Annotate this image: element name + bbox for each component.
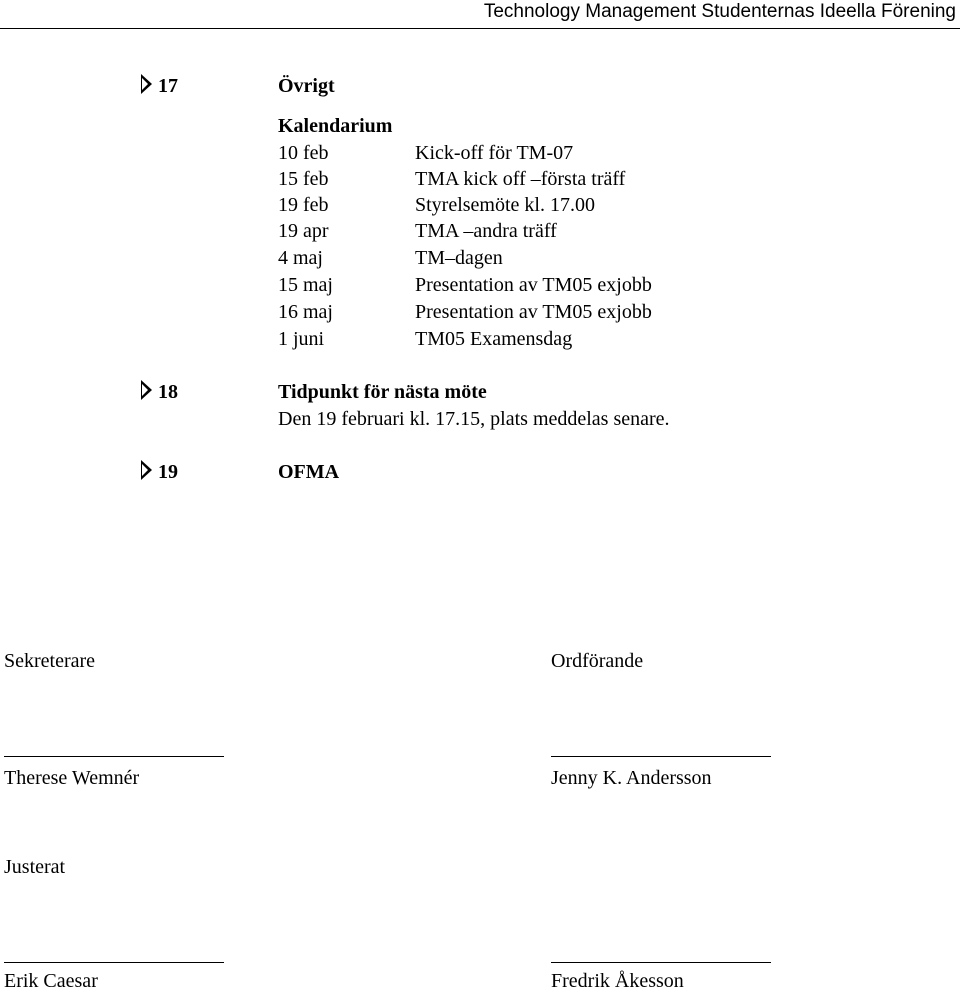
signature-line xyxy=(551,756,771,757)
calendar-date: 19 feb xyxy=(278,194,329,216)
section-text: Den 19 februari kl. 17.15, plats meddelas senare. xyxy=(278,408,670,430)
secretary-label: Sekreterare xyxy=(4,650,96,672)
section-bullet-icon xyxy=(141,380,152,400)
chair-label: Ordförande xyxy=(551,650,644,672)
section-title: Övrigt xyxy=(278,75,335,97)
section-number: 17 xyxy=(158,75,178,97)
calendar-event: TM05 Examensdag xyxy=(415,328,573,350)
signature-line xyxy=(4,962,224,963)
calendar-date: 4 maj xyxy=(278,247,323,269)
calendar-event: Presentation av TM05 exjobb xyxy=(415,274,652,296)
calendar-date: 15 feb xyxy=(278,168,329,190)
section-bullet-icon xyxy=(141,460,152,480)
calendar-date: 19 apr xyxy=(278,220,329,242)
header-title: Technology Management Studenternas Ideella Förening xyxy=(483,1,956,22)
adjuster-name: Erik Caesar xyxy=(4,970,98,992)
calendar-date: 15 maj xyxy=(278,274,333,296)
calendar-event: TM–dagen xyxy=(415,247,503,269)
signature-line xyxy=(551,962,771,963)
section-number: 18 xyxy=(158,381,178,403)
calendar-heading: Kalendarium xyxy=(278,115,393,137)
section-bullet-icon xyxy=(141,74,152,94)
calendar-date: 1 juni xyxy=(278,328,325,350)
section-title: Tidpunkt för nästa möte xyxy=(278,381,487,403)
calendar-date: 16 maj xyxy=(278,301,333,323)
calendar-event: Presentation av TM05 exjobb xyxy=(415,301,652,323)
secretary-name: Therese Wemnér xyxy=(4,767,140,789)
page-header xyxy=(0,0,960,29)
chair-name: Jenny K. Andersson xyxy=(551,767,712,789)
calendar-date: 10 feb xyxy=(278,142,329,164)
calendar-event: Kick-off för TM-07 xyxy=(415,142,574,164)
calendar-event: Styrelsemöte kl. 17.00 xyxy=(415,194,595,216)
signature-line xyxy=(4,756,224,757)
section-number: 19 xyxy=(158,461,178,483)
calendar-event: TMA –andra träff xyxy=(415,220,557,242)
calendar-event: TMA kick off –första träff xyxy=(415,168,626,190)
adjuster-name: Fredrik Åkesson xyxy=(551,970,684,992)
section-title: OFMA xyxy=(278,461,340,483)
adjusted-label: Justerat xyxy=(4,856,66,878)
